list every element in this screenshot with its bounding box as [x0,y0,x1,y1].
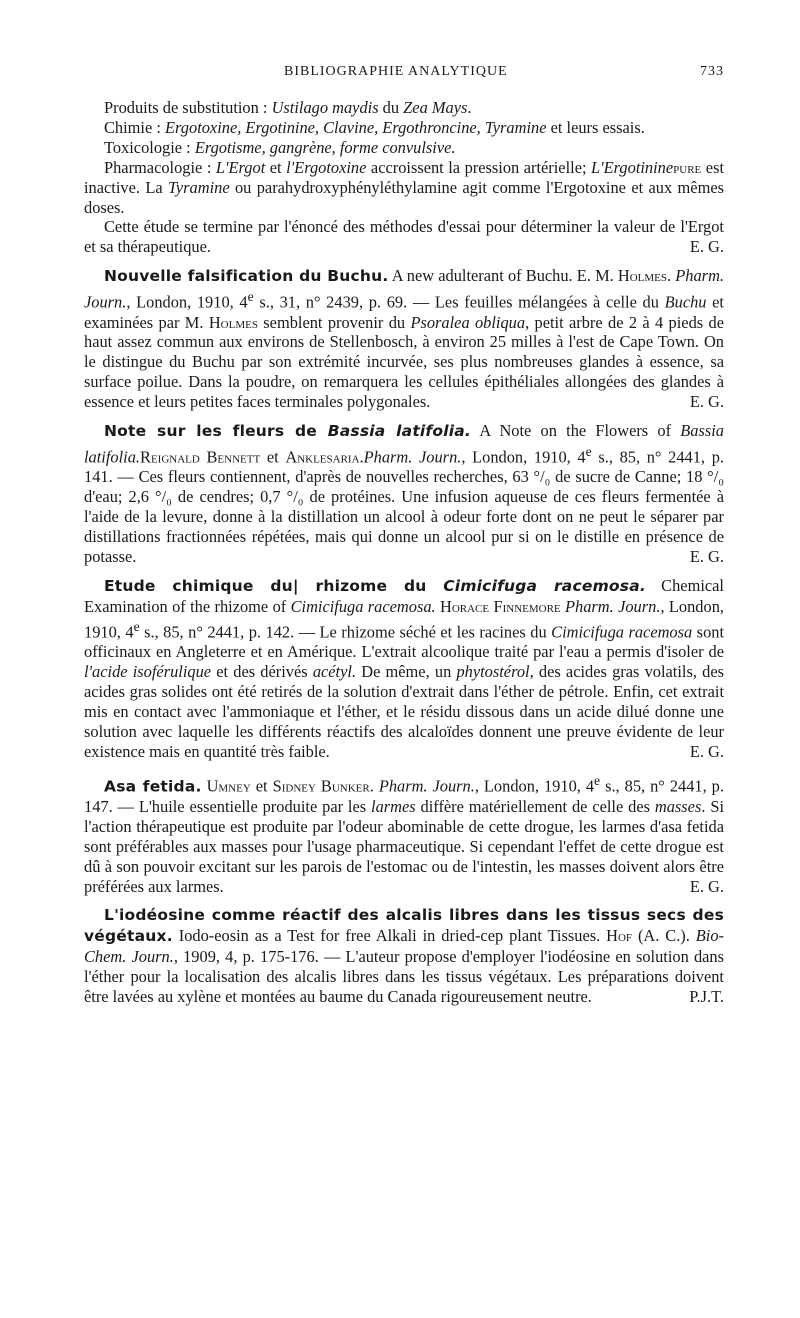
entry-heading: Note sur les fleurs de [104,422,328,441]
article-body [84,98,724,1007]
page-number: 733 [700,64,724,79]
toxicologie-line: Toxicologie : Ergotisme, gangrène, forme convulsive. [104,137,456,157]
signature: P.J.T. [689,987,724,1007]
substitution-line: Produits de substitution : Ustilago maydis du Zea Mays. [104,98,472,117]
entry-heading: Asa fetida. [104,776,202,795]
bassia-entry: Note sur les fleurs de Bassia latifolia. A Note on the Flowers of Bassia latifolia.Reignald Bennett et Anklesaria.Pharm. Journ., London, 1910, 4e s., 85, n° 2441, p. 141. — Ces fleurs contiennent, d'après de nouvelles recherches, 63 °/₀ de sucre de Canne; 18 °/₀ d'eau; 2,6 °/₀ de cendres; 0,7 °/₀ de protéines. Une infusion aqueuse de ces fleurs fermentée à l'aide de la levure, donne à la distillation un alcool à odeur forte dont on ne peut le séparer par distillations fractionnées répétées, mais qui donne un alcool pur si on le distille en présence de potasse. E. G. [84,421,724,566]
signature: E. G. [689,237,724,257]
iodeosine-entry: L'iodéosine comme réactif des alcalis libres dans les tissus secs des végétaux. Iodo-eosin as a Test for free Alkali in dried-cep plant Tissues. Hof (A. C.). Bio-Chem. Journ., 1909, 4, p. 175-176. — L'auteur propose d'employer l'iodéosine en solution dans l'éther pour la localisation des alcalis libres dans les tissus végétaux. Les préparations doivent être lavées au xylène et montées au baume du Canada rigoureusement neutre. P.J.T. [84,906,725,1007]
running-title: BIBLIOGRAPHIE ANALYTIQUE [284,64,508,79]
buchu-entry: Nouvelle falsification du Buchu. A new adulterant of Buchu. E. M. Holmes. Pharm. Journ., London, 1910, 4e s., 31, n° 2439, p. 69. — Les feuilles mélangées à celle du Buchu et examinées par M. Holmes semblent provenir du Psoralea obliqua, petit arbre de 2 à 4 pieds de haut assez commun aux environs de Stellenbosch, à environ 25 milles à l'est de Cape Town. On le distingue du Buchu par son extrémité incurvée, ses plus nombreuses glandes à essence, sa surface poilue. Dans la poudre, on remarquera les cellules épithéliales allongées des glandes à essence et leurs petites faces terminales polygonales. E. G. [84,266,724,412]
signature: E. G. [689,876,724,896]
asa-fetida-entry: Asa fetida. Umney et Sidney Bunker. Pharm. Journ., London, 1910, 4e s., 85, n° 2441, p. 147. — L'huile essentielle produite par les larmes diffère matériellement de celle des masses. Si l'action thérapeutique est produite par l'odeur abominable de cette drogue, les larmes d'asa fetida sont préférables aux masses pour l'usage pharmaceutique. Si cependant l'effet de cette drogue est dû à son pouvoir excitant sur les parois de l'estomac ou de l'intestin, les masses doivent alors être préférées aux larmes. E. G. [84,772,724,896]
signature: E. G. [689,546,724,566]
running-header [84,64,724,86]
entry-heading: Nouvelle falsification du Buchu. [104,267,389,286]
cimicifuga-entry: Etude chimique du| rhizome du Cimicifuga racemosa. Chemical Examination of the rhizome of Cimicifuga racemosa. Horace Finnemore Pharm. Journ., London, 1910, 4e s., 85, n° 2441, p. 142. — Le rhizome séché et les racines du Cimicifuga racemosa sont officinaux en Angleterre et en Amérique. L'extrait alcoolique traité par l'eau a permis d'isoler de l'acide isoférulique et des dérivés acétyl. De même, un phytostérol, des acides gras volatils, des acides gras solides ont été retirés de la solution d'extrait dans l'éther de pétrole. Enfin, cet extrait mis en contact avec l'ammoniaque et l'éther, et le résidu dissous dans un acide dilué donne une solution avec laquelle les différents réactifs des alcaloïdes donnent une preuve évidente de leur existence mais en quantité très faible. E. G. [84,575,725,761]
signature: E. G. [689,741,724,761]
entry-heading: Etude chimique du| rhizome du [104,576,444,595]
conclusion-paragraph: Cette étude se termine par l'énoncé des méthodes d'essai pour déterminer la valeur de l'Ergot et sa thérapeutique. E. G. [84,217,724,257]
entry-heading: L'iodéosine comme réactif des alcalis libres dans les tissus secs des végétaux. [84,906,724,946]
signature: E. G. [689,392,724,412]
chimie-line: Chimie : Ergotoxine, Ergotinine, Clavine, Ergothroncine, Tyramine et leurs essais. [104,117,645,137]
pharmacologie-paragraph: Pharmacologie : L'Ergot et l'Ergotoxine accroissent la pression artérielle; L'Ergotininepure est inactive. La Tyramine ou parahydroxyphényléthylamine agit comme l'Ergotoxine et aux mêmes doses. [84,157,725,217]
